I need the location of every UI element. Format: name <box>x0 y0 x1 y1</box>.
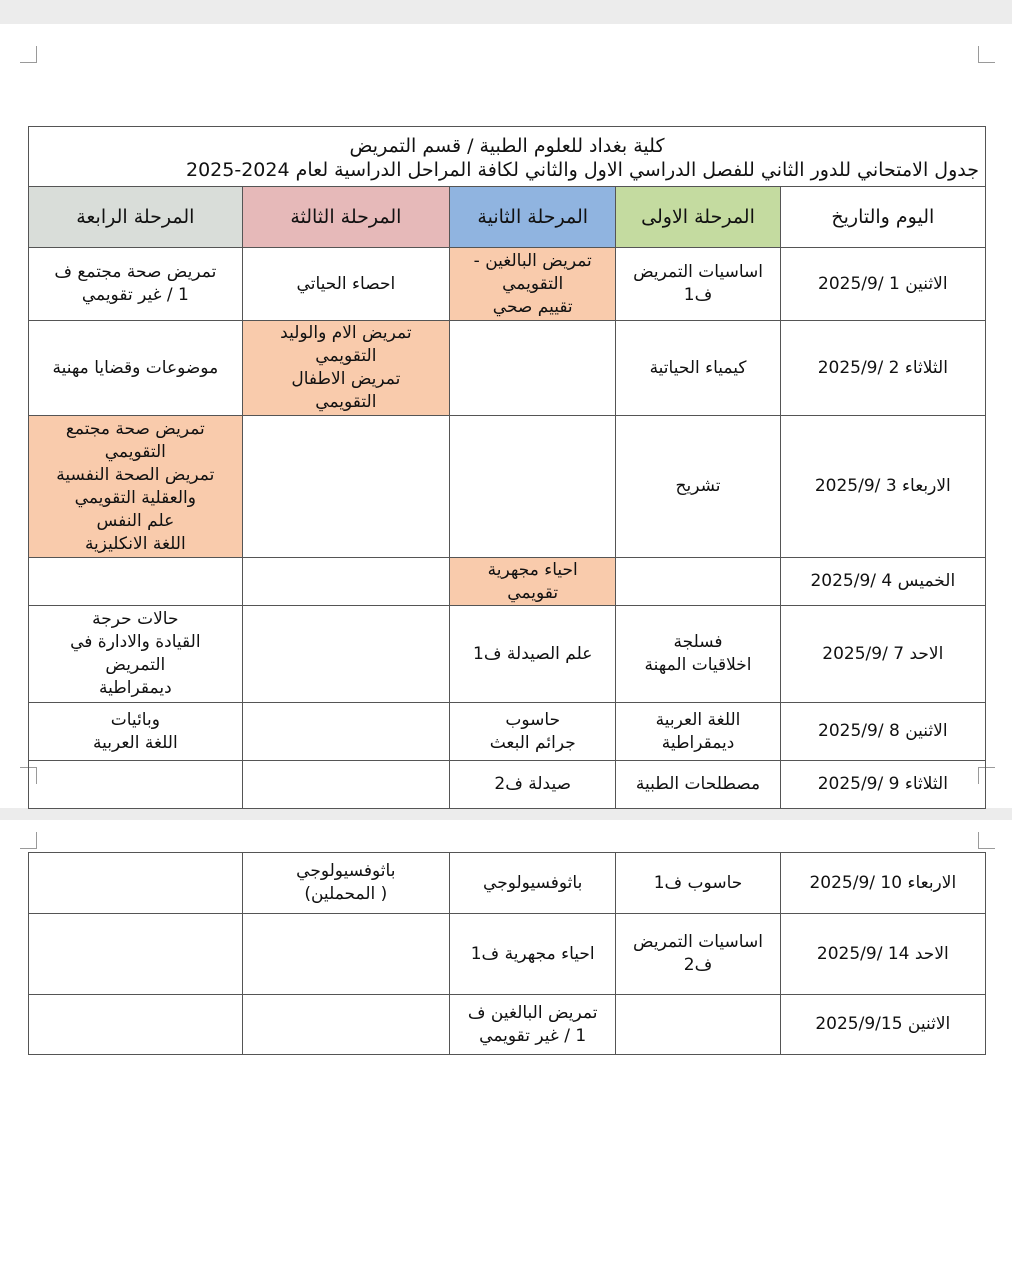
stage-2-exam: تمريض البالغين - التقويمي تقييم صحي <box>450 248 616 321</box>
schedule-title: جدول الامتحاني للدور الثاني للفصل الدراسي الاول والثاني لكافة المراحل الدراسية لعام 2024-2025 <box>186 158 979 181</box>
header-day-date: اليوم والتاريخ <box>780 187 985 248</box>
table-row <box>29 416 986 558</box>
title-row <box>29 127 986 187</box>
stage-4-exam <box>29 995 243 1055</box>
stage-2-exam <box>450 416 616 558</box>
table-row <box>29 995 986 1055</box>
stage-2-exam <box>450 321 616 416</box>
table-row <box>29 558 986 606</box>
crop-mark <box>978 46 995 63</box>
table-row <box>29 853 986 914</box>
date-cell: الاحد 14 /2025/9 <box>780 914 985 995</box>
stage-1-exam: كيمياء الحياتية <box>616 321 780 416</box>
stage-4-exam <box>29 558 243 606</box>
date-cell: الاثنين 2025/9/15 <box>780 995 985 1055</box>
date-cell: الثلاثاء 2 /2025/9 <box>780 321 985 416</box>
stage-1-exam: مصطلحات الطبية <box>616 761 780 809</box>
stage-4-exam: تمريض صحة مجتمع التقويمي تمريض الصحة النفسية والعقلية التقويمي علم النفس اللغة الانكليزية <box>29 416 243 558</box>
stage-2-exam: تمريض البالغين ف 1 / غير تقويمي <box>450 995 616 1055</box>
stage-3-exam <box>242 914 449 995</box>
stage-1-exam: تشريح <box>616 416 780 558</box>
date-cell: الاثنين 8 /2025/9 <box>780 703 985 761</box>
stage-4-exam: تمريض صحة مجتمع ف 1 / غير تقويمي <box>29 248 243 321</box>
page-break-gap <box>0 808 1012 820</box>
header-stage-4: المرحلة الرابعة <box>29 187 243 248</box>
stage-2-exam: باثوفسيولوجي <box>450 853 616 914</box>
stage-2-exam: صيدلة ف2 <box>450 761 616 809</box>
header-stage-1: المرحلة الاولى <box>616 187 780 248</box>
viewer-top-bar <box>0 0 1012 24</box>
stage-1-exam: اساسيات التمريض ف1 <box>616 248 780 321</box>
exam-schedule-table-page2 <box>28 852 986 1055</box>
title-cell <box>29 127 986 187</box>
stage-2-exam: حاسوب جرائم البعث <box>450 703 616 761</box>
table-row <box>29 761 986 809</box>
stage-3-exam <box>242 558 449 606</box>
stage-1-exam: حاسوب ف1 <box>616 853 780 914</box>
date-cell: الثلاثاء 9 /2025/9 <box>780 761 985 809</box>
college-title: كلية بغداد للعلوم الطبية / قسم التمريض <box>349 134 665 157</box>
stage-3-exam <box>242 703 449 761</box>
table-row <box>29 914 986 995</box>
stage-2-exam: علم الصيدلة ف1 <box>450 606 616 703</box>
stage-3-exam: احصاء الحياتي <box>242 248 449 321</box>
header-stage-2: المرحلة الثانية <box>450 187 616 248</box>
exam-schedule-table-page1 <box>28 126 986 809</box>
table-row <box>29 321 986 416</box>
crop-mark <box>978 832 995 849</box>
stage-1-exam <box>616 995 780 1055</box>
table-row <box>29 606 986 703</box>
stage-4-exam: حالات حرجة القيادة والادارة في التمريض ديمقراطية <box>29 606 243 703</box>
stage-3-exam <box>242 761 449 809</box>
crop-mark <box>20 46 37 63</box>
date-cell: الاحد 7 /2025/9 <box>780 606 985 703</box>
stage-3-exam <box>242 416 449 558</box>
date-cell: الاثنين 1 /2025/9 <box>780 248 985 321</box>
stage-1-exam: اساسيات التمريض ف2 <box>616 914 780 995</box>
stage-3-exam <box>242 606 449 703</box>
date-cell: الاربعاء 10 /2025/9 <box>780 853 985 914</box>
date-cell: الخميس 4 /2025/9 <box>780 558 985 606</box>
stage-4-exam: موضوعات وقضايا مهنية <box>29 321 243 416</box>
stage-1-exam: فسلجة اخلاقيات المهنة <box>616 606 780 703</box>
stage-2-exam: احياء مجهرية ف1 <box>450 914 616 995</box>
date-cell: الاربعاء 3 /2025/9 <box>780 416 985 558</box>
stage-3-exam: تمريض الام والوليد التقويمي تمريض الاطفال التقويمي <box>242 321 449 416</box>
stage-1-exam: اللغة العربية ديمقراطية <box>616 703 780 761</box>
crop-mark <box>20 832 37 849</box>
stage-4-exam <box>29 914 243 995</box>
table-row <box>29 248 986 321</box>
header-row <box>29 187 986 248</box>
stage-3-exam <box>242 995 449 1055</box>
stage-4-exam <box>29 761 243 809</box>
stage-4-exam <box>29 853 243 914</box>
table-row <box>29 703 986 761</box>
stage-1-exam <box>616 558 780 606</box>
stage-3-exam: باثوفسيولوجي ( المحملين) <box>242 853 449 914</box>
stage-2-exam: احياء مجهرية تقويمي <box>450 558 616 606</box>
header-stage-3: المرحلة الثالثة <box>242 187 449 248</box>
stage-4-exam: وبائيات اللغة العربية <box>29 703 243 761</box>
